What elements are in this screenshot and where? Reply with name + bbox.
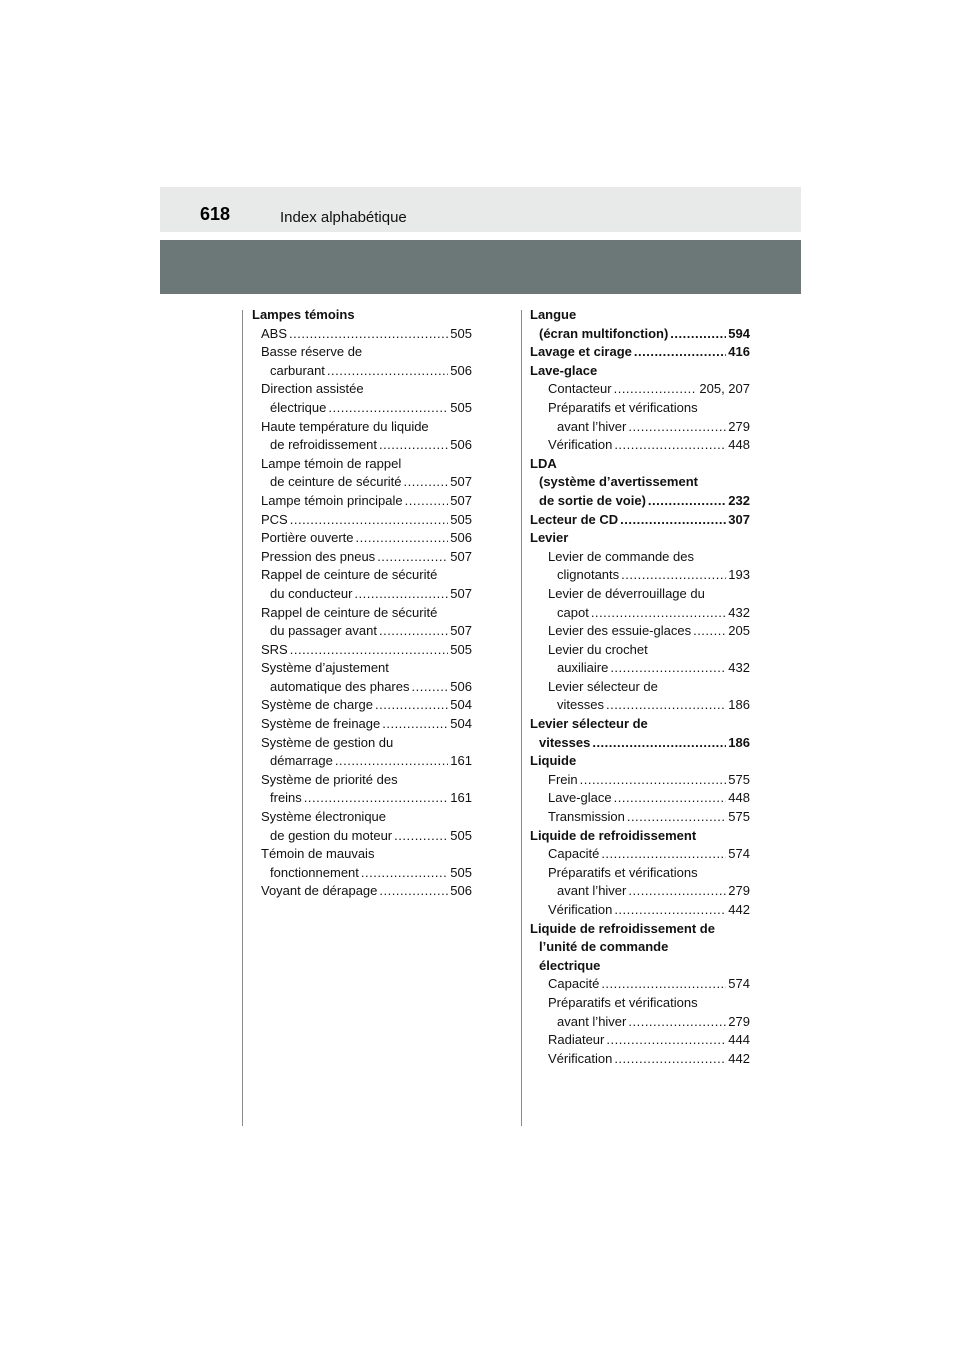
- index-entry: [252, 864, 472, 883]
- index-entry-text: Langue: [530, 307, 577, 322]
- index-entry: [530, 473, 750, 492]
- index-entry-text: Système de charge: [261, 697, 374, 713]
- index-entry-text: démarrage: [270, 753, 333, 769]
- index-entry-page: 205: [728, 623, 750, 639]
- index-entry-page: 161: [450, 753, 472, 769]
- dot-leader: [614, 380, 698, 399]
- index-entry-text: avant l’hiver: [557, 418, 627, 434]
- index-entry: [252, 492, 472, 511]
- index-entry: [530, 734, 750, 753]
- dot-leader: [335, 752, 448, 771]
- index-entry-text: Basse réserve de: [261, 344, 363, 360]
- index-entry: [530, 455, 750, 474]
- index-entry: [530, 306, 750, 325]
- index-entry-page: 507: [450, 548, 472, 564]
- index-entry: [252, 399, 472, 418]
- index-entry-page: 574: [728, 846, 750, 862]
- index-entry-text: Système électronique: [261, 809, 387, 825]
- dot-leader: [628, 418, 726, 437]
- index-entry-text: auxiliaire: [557, 660, 609, 676]
- index-entry: [530, 418, 750, 437]
- index-entry-text: Transmission: [548, 809, 625, 825]
- dot-leader: [354, 585, 448, 604]
- index-entry-text: Lampes témoins: [252, 307, 355, 322]
- index-entry-text: (système d’avertissement: [539, 474, 698, 490]
- index-entry-text: électrique: [270, 399, 327, 415]
- index-entry: [530, 566, 750, 585]
- page-number: 618: [200, 204, 231, 224]
- dot-leader: [606, 696, 726, 715]
- index-entry: [530, 715, 750, 734]
- dot-leader: [405, 492, 449, 511]
- index-entry-page: 574: [728, 976, 750, 992]
- index-entry-text: capot: [557, 604, 589, 620]
- index-entry-text: du conducteur: [270, 585, 353, 601]
- index-entry-page: 448: [728, 437, 750, 453]
- index-entry-page: 307: [728, 511, 750, 527]
- index-entry-text: Levier du crochet: [548, 641, 648, 657]
- index-entry-text: avant l’hiver: [557, 1013, 627, 1029]
- dot-leader: [304, 789, 449, 808]
- index-entry-page: 442: [728, 902, 750, 917]
- dot-leader: [628, 882, 726, 901]
- index-entry-page: 505: [450, 864, 472, 880]
- index-entry-page: 507: [450, 623, 472, 639]
- dot-leader: [648, 492, 726, 511]
- index-entry-text: l’unité de commande: [539, 939, 669, 955]
- index-entry: [530, 622, 750, 641]
- index-entry: [252, 678, 472, 697]
- index-entry-page: 279: [728, 1013, 750, 1029]
- index-entry: [252, 696, 472, 715]
- index-entry: [252, 436, 472, 455]
- index-entry-page: 193: [728, 567, 750, 583]
- index-entry-text: Liquide de refroidissement: [530, 827, 697, 843]
- index-entry-text: clignotants: [557, 567, 620, 583]
- index-entry: [252, 752, 472, 771]
- index-entry: [252, 529, 472, 548]
- index-entry: [530, 585, 750, 604]
- index-entry: [252, 715, 472, 734]
- index-entry: [252, 548, 472, 567]
- index-entry-text: électrique: [539, 957, 601, 973]
- index-entry-text: Frein: [548, 771, 578, 787]
- index-entry: [530, 548, 750, 567]
- index-entry: [252, 455, 472, 474]
- index-entry-text: Système de freinage: [261, 716, 381, 732]
- index-entry-text: Lampe témoin principale: [261, 492, 403, 508]
- index-entry-text: freins: [270, 790, 302, 806]
- index-entry: [252, 306, 472, 325]
- index-entry-page: 448: [728, 790, 750, 806]
- index-entry: [530, 920, 750, 939]
- index-entry-text: Levier sélecteur de: [530, 716, 648, 732]
- index-entry: [530, 678, 750, 697]
- index-entry-text: Vérification: [548, 902, 613, 917]
- index-entry: [530, 1013, 750, 1032]
- index-entry: [530, 529, 750, 548]
- index-entry-text: avant l’hiver: [557, 883, 627, 899]
- index-column-left: [252, 306, 472, 901]
- dot-leader: [328, 399, 448, 418]
- index-entry-text: Lavage et cirage: [530, 344, 632, 360]
- index-entry: [252, 789, 472, 808]
- index-entry: [530, 827, 750, 846]
- index-entry-text: Radiateur: [548, 1032, 605, 1048]
- index-entry-text: carburant: [270, 362, 325, 378]
- index-entry-text: Vérification: [548, 1050, 613, 1066]
- index-entry-text: Liquide de refroidissement de: [530, 920, 715, 936]
- index-entry: [252, 622, 472, 641]
- header-bar: [160, 187, 801, 232]
- index-entry-page: 506: [450, 883, 472, 899]
- index-entry: [530, 957, 750, 976]
- index-entry-text: Haute température du liquide: [261, 418, 429, 434]
- index-entry-text: Levier: [530, 530, 569, 546]
- index-entry: [530, 845, 750, 864]
- dot-leader: [628, 1013, 726, 1032]
- index-entry-text: Rappel de ceinture de sécurité: [261, 567, 438, 583]
- dot-leader: [377, 548, 448, 567]
- dot-leader: [375, 696, 448, 715]
- index-entry: [530, 901, 750, 920]
- index-entry-text: de sortie de voie): [539, 492, 646, 508]
- index-entry-page: 507: [450, 492, 472, 508]
- index-entry-text: Témoin de mauvais: [261, 846, 375, 862]
- dot-leader: [627, 808, 726, 827]
- index-entry-text: Rappel de ceinture de sécurité: [261, 604, 438, 620]
- index-entry-text: ABS: [261, 325, 288, 341]
- index-entry-page: 506: [450, 362, 472, 378]
- dot-leader: [670, 325, 726, 344]
- index-entry-page: 504: [450, 697, 472, 713]
- index-entry-page: 505: [450, 827, 472, 843]
- index-entry-text: vitesses: [539, 734, 591, 750]
- index-entry-text: fonctionnement: [270, 864, 359, 880]
- index-entry: [252, 343, 472, 362]
- index-entry: [530, 975, 750, 994]
- index-entry-page: 507: [450, 474, 472, 490]
- right-column-rule: [521, 310, 522, 1126]
- dot-leader: [356, 529, 449, 548]
- dot-leader: [361, 864, 448, 883]
- index-entry: [252, 380, 472, 399]
- dot-leader: [411, 678, 448, 697]
- index-entry-text: Contacteur: [548, 381, 612, 397]
- index-entry-text: Système de gestion du: [261, 734, 394, 750]
- dot-leader: [620, 511, 726, 530]
- index-entry: [530, 492, 750, 511]
- index-entry: [252, 585, 472, 604]
- index-entry-page: 505: [450, 641, 472, 657]
- index-entry-text: Préparatifs et vérifications: [548, 864, 698, 880]
- index-column-right: [530, 306, 750, 1068]
- index-entry: [530, 938, 750, 957]
- index-entry: [252, 734, 472, 753]
- index-entry: [530, 864, 750, 883]
- dot-leader: [289, 325, 448, 344]
- index-entry-text: Lampe témoin de rappel: [261, 455, 402, 471]
- dot-leader: [379, 436, 448, 455]
- index-entry-text: Préparatifs et vérifications: [548, 994, 698, 1010]
- index-entry: [530, 789, 750, 808]
- index-entry: [252, 808, 472, 827]
- index-entry-page: 186: [728, 734, 750, 750]
- dot-leader: [601, 975, 726, 994]
- index-entry: [530, 343, 750, 362]
- index-entry-text: vitesses: [557, 697, 604, 713]
- dot-leader: [290, 641, 449, 660]
- index-entry-text: Capacité: [548, 976, 600, 992]
- dot-leader: [614, 901, 726, 920]
- dot-leader: [606, 1031, 726, 1050]
- index-entry-text: Levier de commande des: [548, 548, 694, 564]
- index-entry: [530, 436, 750, 455]
- index-entry: [530, 659, 750, 678]
- dot-leader: [601, 845, 726, 864]
- index-entry-text: Levier sélecteur de: [548, 678, 658, 694]
- index-entry-page: 279: [728, 883, 750, 899]
- index-entry-page: 279: [728, 418, 750, 434]
- index-entry: [530, 808, 750, 827]
- index-entry-page: 432: [728, 660, 750, 676]
- index-entry-text: Vérification: [548, 437, 613, 453]
- index-entry-page: 504: [450, 716, 472, 732]
- index-entry-text: du passager avant: [270, 623, 377, 639]
- index-entry-text: LDA: [530, 455, 557, 471]
- index-entry-text: Liquide: [530, 753, 577, 769]
- index-entry-page: 232: [728, 492, 750, 508]
- index-entry: [252, 566, 472, 585]
- index-entry-page: 442: [728, 1050, 750, 1066]
- index-entry-page: 505: [450, 325, 472, 341]
- dot-leader: [693, 622, 726, 641]
- index-entry-page: 575: [728, 771, 750, 787]
- index-entry-text: Direction assistée: [261, 381, 364, 397]
- index-entry: [530, 362, 750, 381]
- index-entry: [252, 641, 472, 660]
- index-entry-text: Lave-glace: [530, 362, 598, 378]
- index-entry: [530, 752, 750, 771]
- index-entry: [252, 473, 472, 492]
- index-entry: [252, 882, 472, 901]
- left-column-rule: [242, 310, 243, 1126]
- index-entry-text: SRS: [261, 641, 288, 657]
- index-entry-text: Pression des pneus: [261, 548, 376, 564]
- dot-leader: [580, 771, 727, 790]
- dot-leader: [592, 734, 726, 753]
- dot-leader: [614, 1050, 726, 1069]
- index-entry-text: de gestion du moteur: [270, 827, 393, 843]
- index-entry: [252, 659, 472, 678]
- index-entry: [530, 994, 750, 1013]
- dot-leader: [404, 473, 449, 492]
- index-entry: [530, 399, 750, 418]
- index-entry-page: 507: [450, 585, 472, 601]
- section-title: Index alphabétique: [280, 209, 407, 226]
- index-entry-text: PCS: [261, 511, 288, 527]
- index-entry-page: 506: [450, 530, 472, 546]
- index-entry-text: (écran multifonction): [539, 325, 669, 341]
- index-entry-text: Lave-glace: [548, 790, 612, 806]
- index-entry-text: Capacité: [548, 846, 600, 862]
- index-entry-text: Système d’ajustement: [261, 660, 389, 676]
- index-entry-text: Préparatifs et vérifications: [548, 399, 698, 415]
- index-entry: [530, 882, 750, 901]
- dot-leader: [379, 622, 448, 641]
- index-entry: [530, 380, 750, 399]
- index-entry-text: Levier des essuie-glaces: [548, 623, 692, 639]
- header-band: [160, 240, 801, 294]
- index-entry-page: 444: [728, 1032, 750, 1048]
- index-entry: [530, 771, 750, 790]
- index-entry-page: 416: [728, 344, 750, 360]
- dot-leader: [614, 436, 726, 455]
- dot-leader: [379, 882, 448, 901]
- index-entry: [252, 845, 472, 864]
- index-entry-text: Portière ouverte: [261, 530, 354, 546]
- dot-leader: [614, 789, 727, 808]
- index-entry-text: Lecteur de CD: [530, 511, 619, 527]
- index-entry-text: de ceinture de sécurité: [270, 474, 402, 490]
- index-entry-page: 161: [450, 790, 472, 806]
- index-entry-page: 186: [728, 697, 750, 713]
- index-entry: [530, 1031, 750, 1050]
- index-entry: [252, 325, 472, 344]
- index-entry-text: de refroidissement: [270, 437, 377, 453]
- index-entry-page: 594: [728, 325, 750, 341]
- index-entry-page: 205, 207: [699, 381, 750, 397]
- dot-leader: [591, 604, 726, 623]
- index-entry-page: 506: [450, 678, 472, 694]
- index-entry-page: 506: [450, 437, 472, 453]
- index-entry-page: 575: [728, 809, 750, 825]
- index-entry-text: Système de priorité des: [261, 771, 398, 787]
- dot-leader: [327, 362, 448, 381]
- index-entry-page: 432: [728, 604, 750, 620]
- index-entry-text: Voyant de dérapage: [261, 883, 378, 899]
- index-entry: [252, 418, 472, 437]
- index-entry-page: 505: [450, 511, 472, 527]
- dot-leader: [634, 343, 726, 362]
- index-entry-page: 505: [450, 399, 472, 415]
- index-entry-text: Levier de déverrouillage du: [548, 585, 705, 601]
- index-entry: [530, 325, 750, 344]
- index-entry: [530, 641, 750, 660]
- index-entry: [252, 771, 472, 790]
- index-entry: [252, 511, 472, 530]
- index-entry: [252, 604, 472, 623]
- index-entry: [530, 511, 750, 530]
- index-entry: [252, 827, 472, 846]
- index-entry-text: automatique des phares: [270, 678, 410, 694]
- index-entry: [530, 1050, 750, 1069]
- dot-leader: [610, 659, 726, 678]
- index-entry: [530, 696, 750, 715]
- dot-leader: [382, 715, 448, 734]
- index-entry: [252, 362, 472, 381]
- dot-leader: [290, 511, 449, 530]
- index-entry: [530, 604, 750, 623]
- dot-leader: [394, 827, 448, 846]
- dot-leader: [621, 566, 726, 585]
